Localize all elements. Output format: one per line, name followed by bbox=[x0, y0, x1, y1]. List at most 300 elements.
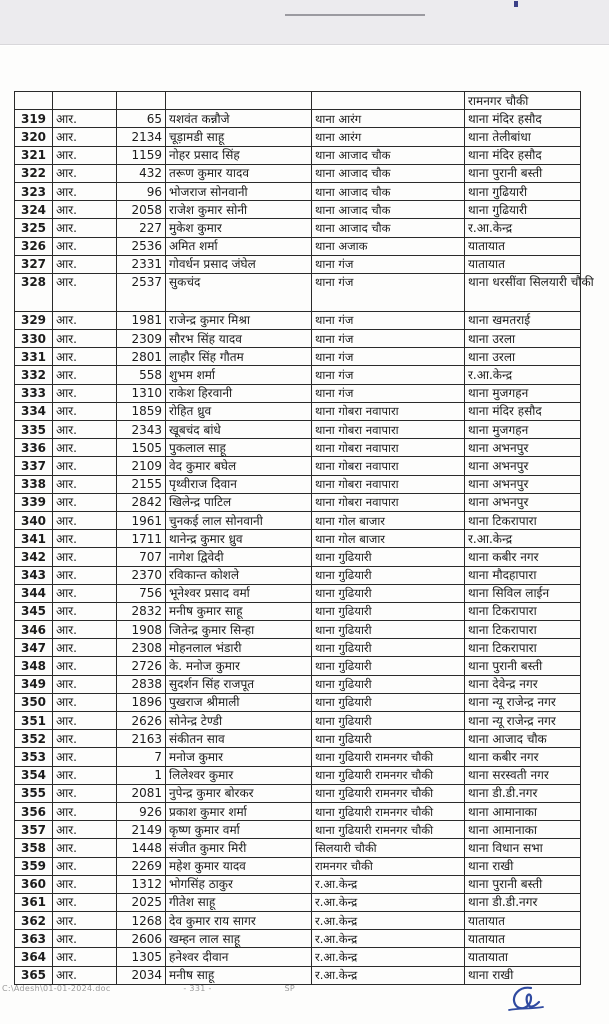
from-cell: थाना गुढियारी bbox=[312, 584, 465, 602]
rank-cell: आर. bbox=[53, 164, 117, 182]
to-cell: थाना आमानाका bbox=[465, 802, 581, 820]
to-cell: थाना मंदिर हसौद bbox=[465, 146, 581, 164]
from-cell: थाना गुढियारी bbox=[312, 712, 465, 730]
number-cell: 2269 bbox=[117, 857, 166, 875]
to-cell: यातायात bbox=[465, 237, 581, 255]
rank-cell: आर. bbox=[53, 493, 117, 511]
table-row bbox=[15, 784, 581, 802]
table-row bbox=[15, 128, 581, 146]
from-cell: थाना गुढियारी bbox=[312, 730, 465, 748]
rank-cell: आर. bbox=[53, 693, 117, 711]
name-cell: रोहित ध्रुव bbox=[166, 402, 312, 420]
to-cell: थाना उरला bbox=[465, 348, 581, 366]
to-cell: यातायाता bbox=[465, 948, 581, 966]
to-cell: थाना पुरानी बस्ती bbox=[465, 164, 581, 182]
table-row bbox=[15, 821, 581, 839]
number-cell: 2163 bbox=[117, 730, 166, 748]
name-cell: राजेश कुमार सोनी bbox=[166, 201, 312, 219]
number-cell: 2537 bbox=[117, 273, 166, 311]
table-row bbox=[15, 530, 581, 548]
sl-cell: 337 bbox=[15, 457, 53, 475]
sl-cell: 322 bbox=[15, 164, 53, 182]
table-body bbox=[15, 92, 594, 985]
number-cell: 2838 bbox=[117, 675, 166, 693]
signature-mark bbox=[505, 982, 545, 1016]
to-cell: थाना अभनपुर bbox=[465, 457, 581, 475]
sl-cell: 360 bbox=[15, 875, 53, 893]
sl-cell: 359 bbox=[15, 857, 53, 875]
rank-cell: आर. bbox=[53, 182, 117, 200]
rank-cell: आर. bbox=[53, 602, 117, 620]
rank-cell: आर. bbox=[53, 219, 117, 237]
sl-cell: 334 bbox=[15, 402, 53, 420]
sl-cell: 341 bbox=[15, 530, 53, 548]
sl-cell: 331 bbox=[15, 348, 53, 366]
table-row bbox=[15, 511, 581, 529]
sl-cell: 345 bbox=[15, 602, 53, 620]
number-cell: 1268 bbox=[117, 912, 166, 930]
name-cell: रविकान्त कोशले bbox=[166, 566, 312, 584]
to-cell: यातायात bbox=[465, 930, 581, 948]
rank-cell: आर. bbox=[53, 639, 117, 657]
number-cell: 2343 bbox=[117, 421, 166, 439]
rank-cell: आर. bbox=[53, 912, 117, 930]
number-cell: 227 bbox=[117, 219, 166, 237]
rank-cell: आर. bbox=[53, 730, 117, 748]
rank-cell: आर. bbox=[53, 766, 117, 784]
table-row bbox=[15, 875, 581, 893]
rank-cell: आर. bbox=[53, 146, 117, 164]
rank-cell: आर. bbox=[53, 421, 117, 439]
name-cell: पुकलाल साहू bbox=[166, 439, 312, 457]
from-cell: सिलयारी चौकी bbox=[312, 839, 465, 857]
sl-cell: 320 bbox=[15, 128, 53, 146]
name-cell: के. मनोज कुमार bbox=[166, 657, 312, 675]
sl-cell: 340 bbox=[15, 511, 53, 529]
rank-cell: आर. bbox=[53, 457, 117, 475]
name-cell: तरूण कुमार यादव bbox=[166, 164, 312, 182]
table-row bbox=[15, 912, 581, 930]
table-row bbox=[15, 766, 581, 784]
name-cell: पृथ्वीराज दिवान bbox=[166, 475, 312, 493]
name-cell: राकेश हिरवानी bbox=[166, 384, 312, 402]
number-cell: 1896 bbox=[117, 693, 166, 711]
sl-cell: 333 bbox=[15, 384, 53, 402]
from-cell: थाना गुढियारी रामनगर चौकी bbox=[312, 748, 465, 766]
to-cell: थाना गुढियारी bbox=[465, 182, 581, 200]
table-row bbox=[15, 330, 581, 348]
to-cell: थाना मंदिर हसौद bbox=[465, 402, 581, 420]
sl-cell: 351 bbox=[15, 712, 53, 730]
from-cell: थाना आजाद चौक bbox=[312, 146, 465, 164]
to-cell: थाना तेलीबांधा bbox=[465, 128, 581, 146]
to-cell: थाना खमतराई bbox=[465, 311, 581, 329]
table-row bbox=[15, 182, 581, 200]
table-row bbox=[15, 584, 581, 602]
sl-cell: 327 bbox=[15, 255, 53, 273]
name-cell: हनेश्वर दीवान bbox=[166, 948, 312, 966]
number-cell: 1310 bbox=[117, 384, 166, 402]
table-row bbox=[15, 712, 581, 730]
name-cell: थानेन्द्र कुमार ध्रुव bbox=[166, 530, 312, 548]
to-cell: थाना मुजगहन bbox=[465, 384, 581, 402]
number-cell: 2626 bbox=[117, 712, 166, 730]
from-cell: थाना आरंग bbox=[312, 110, 465, 128]
to-cell: थाना विधान सभा bbox=[465, 839, 581, 857]
number-cell: 1 bbox=[117, 766, 166, 784]
name-cell: संजीत कुमार मिरी bbox=[166, 839, 312, 857]
table-row bbox=[15, 548, 581, 566]
page-footer bbox=[2, 984, 365, 993]
to-cell: थाना न्यू राजेन्द्र नगर bbox=[465, 712, 581, 730]
sl-cell: 328 bbox=[15, 273, 53, 311]
rank-cell: आर. bbox=[53, 402, 117, 420]
table-row bbox=[15, 948, 581, 966]
to-cell: र.आ.केन्द्र bbox=[465, 366, 581, 384]
name-cell: नोहर प्रसाद सिंह bbox=[166, 146, 312, 164]
from-cell: थाना गुढियारी bbox=[312, 639, 465, 657]
from-cell: थाना गुढियारी रामनगर चौकी bbox=[312, 784, 465, 802]
from-cell: थाना गंज bbox=[312, 255, 465, 273]
rank-cell: आर. bbox=[53, 110, 117, 128]
rank-cell: आर. bbox=[53, 784, 117, 802]
rank-cell: आर. bbox=[53, 255, 117, 273]
from-cell: थाना गुढियारी bbox=[312, 566, 465, 584]
to-cell: थाना मंदिर हसौद bbox=[465, 110, 581, 128]
to-cell: थाना आमानाका bbox=[465, 821, 581, 839]
from-cell: थाना गुढियारी bbox=[312, 602, 465, 620]
rank-cell: आर. bbox=[53, 366, 117, 384]
sl-cell: 332 bbox=[15, 366, 53, 384]
to-cell: थाना सिविल लाईन bbox=[465, 584, 581, 602]
sl-cell: 352 bbox=[15, 730, 53, 748]
number-cell: 926 bbox=[117, 802, 166, 820]
rank-cell: आर. bbox=[53, 948, 117, 966]
table-row bbox=[15, 164, 581, 182]
sl-cell: 344 bbox=[15, 584, 53, 602]
table-row bbox=[15, 457, 581, 475]
rank-cell: आर. bbox=[53, 201, 117, 219]
rank-cell: आर. bbox=[53, 675, 117, 693]
to-cell: थाना राखी bbox=[465, 966, 581, 984]
table-row bbox=[15, 219, 581, 237]
number-cell: 756 bbox=[117, 584, 166, 602]
from-cell: थाना गोबरा नवापारा bbox=[312, 457, 465, 475]
name-cell: गोवर्धन प्रसाद जंघेल bbox=[166, 255, 312, 273]
to-cell: थाना अभनपुर bbox=[465, 493, 581, 511]
from-cell: थाना आरंग bbox=[312, 128, 465, 146]
to-cell: यातायात bbox=[465, 255, 581, 273]
to-cell: थाना गुढियारी bbox=[465, 201, 581, 219]
rank-cell: आर. bbox=[53, 821, 117, 839]
number-cell: 1961 bbox=[117, 511, 166, 529]
table-cell bbox=[15, 92, 53, 110]
from-cell: थाना आजाद चौक bbox=[312, 182, 465, 200]
to-cell: थाना मुजगहन bbox=[465, 421, 581, 439]
sl-cell: 346 bbox=[15, 621, 53, 639]
number-cell: 2058 bbox=[117, 201, 166, 219]
number-cell: 2149 bbox=[117, 821, 166, 839]
name-cell: भोजराज सोनवानी bbox=[166, 182, 312, 200]
rank-cell: आर. bbox=[53, 311, 117, 329]
sl-cell: 326 bbox=[15, 237, 53, 255]
table-row bbox=[15, 255, 581, 273]
number-cell: 1312 bbox=[117, 875, 166, 893]
rank-cell: आर. bbox=[53, 875, 117, 893]
number-cell: 1711 bbox=[117, 530, 166, 548]
number-cell: 2155 bbox=[117, 475, 166, 493]
sl-cell: 336 bbox=[15, 439, 53, 457]
name-cell: महेश कुमार यादव bbox=[166, 857, 312, 875]
name-cell: खिलेन्द्र पाटिल bbox=[166, 493, 312, 511]
sl-cell: 335 bbox=[15, 421, 53, 439]
table-row bbox=[15, 966, 581, 984]
number-cell: 2034 bbox=[117, 966, 166, 984]
name-cell: अमित शर्मा bbox=[166, 237, 312, 255]
from-cell: थाना गोबरा नवापारा bbox=[312, 421, 465, 439]
number-cell: 2109 bbox=[117, 457, 166, 475]
from-cell: थाना गुढियारी रामनगर चौकी bbox=[312, 802, 465, 820]
name-cell: मोहनलाल भंडारी bbox=[166, 639, 312, 657]
table-row bbox=[15, 693, 581, 711]
to-cell: थाना कबीर नगर bbox=[465, 548, 581, 566]
table-row bbox=[15, 439, 581, 457]
to-cell: थाना उरला bbox=[465, 330, 581, 348]
name-cell: चूड़ामडी साहू bbox=[166, 128, 312, 146]
table-row bbox=[15, 402, 581, 420]
rank-cell: आर. bbox=[53, 273, 117, 311]
number-cell: 1305 bbox=[117, 948, 166, 966]
name-cell: नागेश द्विवेदी bbox=[166, 548, 312, 566]
from-cell: थाना आजाद चौक bbox=[312, 164, 465, 182]
name-cell: पुखराज श्रीमाली bbox=[166, 693, 312, 711]
name-cell: खम्हन लाल साहू bbox=[166, 930, 312, 948]
top-bar bbox=[0, 0, 609, 45]
rank-cell: आर. bbox=[53, 475, 117, 493]
to-cell: थाना डी.डी.नगर bbox=[465, 893, 581, 911]
number-cell: 65 bbox=[117, 110, 166, 128]
transfer-table bbox=[14, 91, 594, 985]
from-cell: थाना गंज bbox=[312, 384, 465, 402]
table-row bbox=[15, 675, 581, 693]
rank-cell: आर. bbox=[53, 839, 117, 857]
rank-cell: आर. bbox=[53, 566, 117, 584]
number-cell: 2081 bbox=[117, 784, 166, 802]
table-cell bbox=[166, 92, 312, 110]
rank-cell: आर. bbox=[53, 439, 117, 457]
to-cell: थाना धरसींवा सिलयारी चौकी bbox=[465, 273, 581, 311]
sl-cell: 338 bbox=[15, 475, 53, 493]
name-cell: वेद कुमार बघेल bbox=[166, 457, 312, 475]
to-cell: र.आ.केन्द्र bbox=[465, 219, 581, 237]
rank-cell: आर. bbox=[53, 857, 117, 875]
number-cell: 1159 bbox=[117, 146, 166, 164]
number-cell: 2606 bbox=[117, 930, 166, 948]
name-cell: नुपेन्द्र कुमार बोरकर bbox=[166, 784, 312, 802]
sl-cell: 325 bbox=[15, 219, 53, 237]
table-cell bbox=[117, 92, 166, 110]
rank-cell: आर. bbox=[53, 530, 117, 548]
number-cell: 1908 bbox=[117, 621, 166, 639]
to-cell: थाना टिकरापारा bbox=[465, 602, 581, 620]
name-cell: मनीष कुमार साहू bbox=[166, 602, 312, 620]
to-cell: यातायात bbox=[465, 912, 581, 930]
name-cell: सोनेन्द्र टेण्डी bbox=[166, 712, 312, 730]
to-cell: थाना मौदहापारा bbox=[465, 566, 581, 584]
from-cell: थाना गुढियारी bbox=[312, 548, 465, 566]
sl-cell: 347 bbox=[15, 639, 53, 657]
name-cell: भोगसिंह ठाकुर bbox=[166, 875, 312, 893]
table-row bbox=[15, 146, 581, 164]
sl-cell: 348 bbox=[15, 657, 53, 675]
table-row bbox=[15, 348, 581, 366]
number-cell: 707 bbox=[117, 548, 166, 566]
number-cell: 7 bbox=[117, 748, 166, 766]
name-cell: संकीतन साव bbox=[166, 730, 312, 748]
table-row bbox=[15, 930, 581, 948]
table-row bbox=[15, 475, 581, 493]
from-cell: थाना गंज bbox=[312, 348, 465, 366]
rank-cell: आर. bbox=[53, 384, 117, 402]
number-cell: 1981 bbox=[117, 311, 166, 329]
name-cell: गीतेश साहू bbox=[166, 893, 312, 911]
number-cell: 2842 bbox=[117, 493, 166, 511]
number-cell: 96 bbox=[117, 182, 166, 200]
from-cell: थाना गोबरा नवापारा bbox=[312, 402, 465, 420]
table-row bbox=[15, 366, 581, 384]
sl-cell: 354 bbox=[15, 766, 53, 784]
to-cell: थाना देवेन्द्र नगर bbox=[465, 675, 581, 693]
from-cell: थाना आजाद चौक bbox=[312, 201, 465, 219]
rank-cell: आर. bbox=[53, 548, 117, 566]
name-cell: सुदर्शन सिंह राजपूत bbox=[166, 675, 312, 693]
sl-cell: 365 bbox=[15, 966, 53, 984]
table-row bbox=[15, 237, 581, 255]
name-cell: खूबचंद बांधे bbox=[166, 421, 312, 439]
name-cell: सौरभ सिंह यादव bbox=[166, 330, 312, 348]
table-row-header-continuation bbox=[15, 92, 581, 110]
rank-cell: आर. bbox=[53, 330, 117, 348]
name-cell: लाहौर सिंह गौतम bbox=[166, 348, 312, 366]
sl-cell: 343 bbox=[15, 566, 53, 584]
rank-cell: आर. bbox=[53, 748, 117, 766]
sl-cell: 321 bbox=[15, 146, 53, 164]
sl-cell: 358 bbox=[15, 839, 53, 857]
name-cell: यशवंत कन्नौजे bbox=[166, 110, 312, 128]
from-cell: थाना गुढियारी bbox=[312, 621, 465, 639]
number-cell: 2726 bbox=[117, 657, 166, 675]
to-cell: थाना न्यू राजेन्द्र नगर bbox=[465, 693, 581, 711]
sl-cell: 363 bbox=[15, 930, 53, 948]
sl-cell: 339 bbox=[15, 493, 53, 511]
from-cell: रामनगर चौकी bbox=[312, 857, 465, 875]
name-cell: मुकेश कुमार bbox=[166, 219, 312, 237]
number-cell: 2331 bbox=[117, 255, 166, 273]
from-cell: थाना गोल बाजार bbox=[312, 530, 465, 548]
name-cell: सुकचंद bbox=[166, 273, 312, 311]
name-cell: जितेन्द्र कुमार सिन्हा bbox=[166, 621, 312, 639]
sl-cell: 349 bbox=[15, 675, 53, 693]
name-cell: देव कुमार राय सागर bbox=[166, 912, 312, 930]
to-cell: थाना अभनपुर bbox=[465, 475, 581, 493]
table-row bbox=[15, 857, 581, 875]
from-cell: थाना गोबरा नवापारा bbox=[312, 475, 465, 493]
table-row bbox=[15, 748, 581, 766]
to-cell: रामनगर चौकी bbox=[465, 92, 581, 110]
to-cell: थाना टिकरापारा bbox=[465, 621, 581, 639]
to-cell: थाना टिकरापारा bbox=[465, 639, 581, 657]
rank-cell: आर. bbox=[53, 893, 117, 911]
from-cell: र.आ.केन्द्र bbox=[312, 893, 465, 911]
table-cell bbox=[53, 92, 117, 110]
table-row bbox=[15, 893, 581, 911]
rank-cell: आर. bbox=[53, 930, 117, 948]
number-cell: 1859 bbox=[117, 402, 166, 420]
to-cell: थाना आजाद चौक bbox=[465, 730, 581, 748]
table-row bbox=[15, 273, 581, 311]
footer-filename: C:\Adesh\01-01-2024.doc bbox=[2, 984, 111, 993]
table-row bbox=[15, 621, 581, 639]
number-cell: 2134 bbox=[117, 128, 166, 146]
sl-cell: 323 bbox=[15, 182, 53, 200]
to-cell: थाना पुरानी बस्ती bbox=[465, 875, 581, 893]
from-cell: र.आ.केन्द्र bbox=[312, 912, 465, 930]
name-cell: भूनेश्वर प्रसाद वर्मा bbox=[166, 584, 312, 602]
number-cell: 2370 bbox=[117, 566, 166, 584]
table-row bbox=[15, 839, 581, 857]
from-cell: थाना गंज bbox=[312, 366, 465, 384]
rank-cell: आर. bbox=[53, 511, 117, 529]
rank-cell: आर. bbox=[53, 621, 117, 639]
from-cell: थाना गुढियारी रामनगर चौकी bbox=[312, 821, 465, 839]
sl-cell: 330 bbox=[15, 330, 53, 348]
sl-cell: 357 bbox=[15, 821, 53, 839]
name-cell: चुनकई लाल सोनवानी bbox=[166, 511, 312, 529]
sl-cell: 364 bbox=[15, 948, 53, 966]
name-cell: मनीष साहू bbox=[166, 966, 312, 984]
to-cell: थाना राखी bbox=[465, 857, 581, 875]
name-cell: शुभम शर्मा bbox=[166, 366, 312, 384]
top-mark bbox=[514, 1, 518, 7]
sl-cell: 355 bbox=[15, 784, 53, 802]
number-cell: 432 bbox=[117, 164, 166, 182]
number-cell: 2309 bbox=[117, 330, 166, 348]
from-cell: थाना गंज bbox=[312, 311, 465, 329]
rank-cell: आर. bbox=[53, 128, 117, 146]
table-row bbox=[15, 421, 581, 439]
from-cell: र.आ.केन्द्र bbox=[312, 966, 465, 984]
rank-cell: आर. bbox=[53, 966, 117, 984]
to-cell: थाना पुरानी बस्ती bbox=[465, 657, 581, 675]
name-cell: मनोज कुमार bbox=[166, 748, 312, 766]
rank-cell: आर. bbox=[53, 712, 117, 730]
table-row bbox=[15, 493, 581, 511]
footer-page-number: - 331 - bbox=[183, 984, 212, 993]
from-cell: थाना गोबरा नवापारा bbox=[312, 439, 465, 457]
table-row bbox=[15, 730, 581, 748]
rank-cell: आर. bbox=[53, 584, 117, 602]
from-cell: थाना आजाद चौक bbox=[312, 219, 465, 237]
sl-cell: 329 bbox=[15, 311, 53, 329]
sl-cell: 319 bbox=[15, 110, 53, 128]
number-cell: 2832 bbox=[117, 602, 166, 620]
sl-cell: 350 bbox=[15, 693, 53, 711]
number-cell: 2308 bbox=[117, 639, 166, 657]
from-cell: थाना गोल बाजार bbox=[312, 511, 465, 529]
number-cell: 1448 bbox=[117, 839, 166, 857]
name-cell: लिलेश्वर कुमार bbox=[166, 766, 312, 784]
name-cell: कृष्ण कुमार वर्मा bbox=[166, 821, 312, 839]
